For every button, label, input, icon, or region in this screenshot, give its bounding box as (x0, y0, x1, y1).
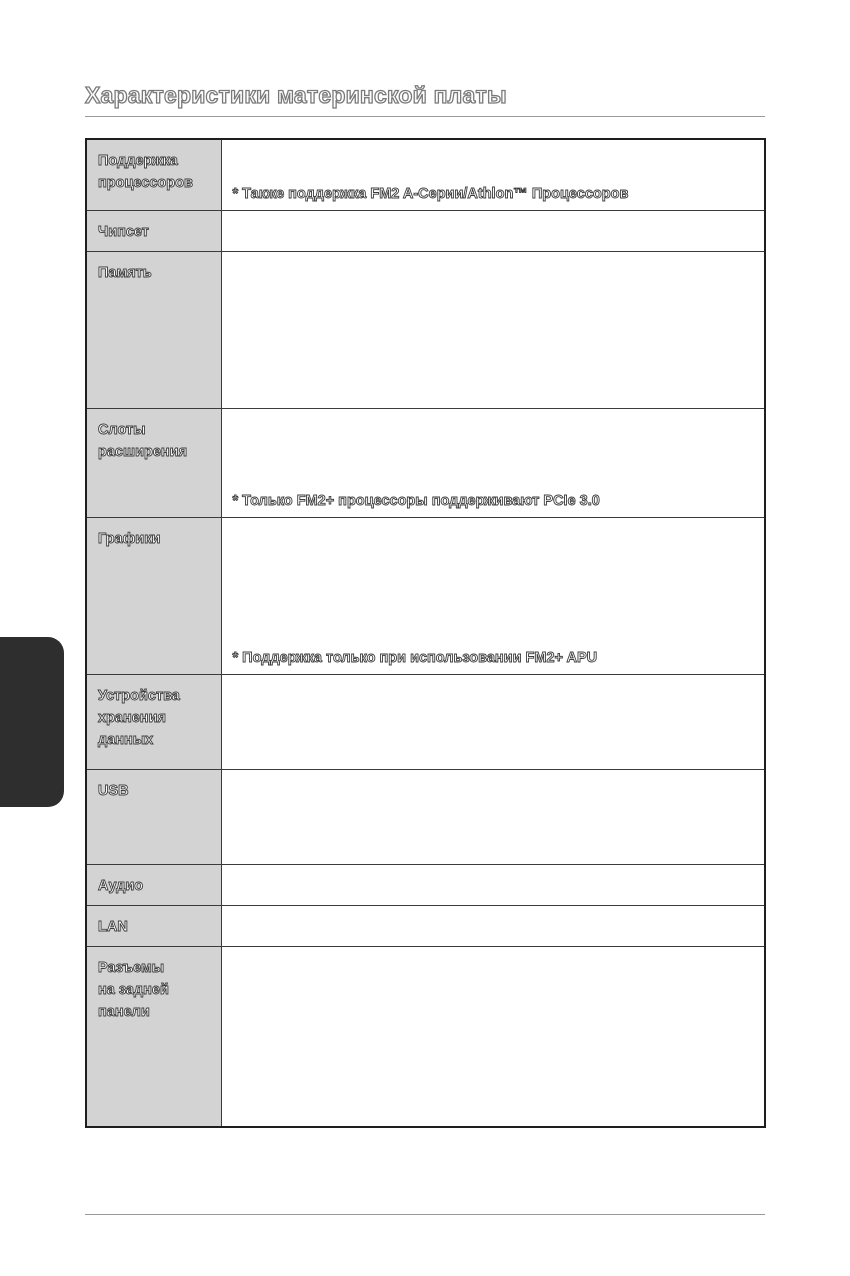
spec-row-audio (86, 864, 765, 905)
spec-label-expansion: Слоты расширения (86, 408, 221, 517)
spec-label-memory: Память (86, 251, 221, 408)
spec-note-cpu: * Также поддержка FM2 A-Серии/Athlon™ Процессоров (232, 185, 629, 202)
chapter-side-tab (0, 637, 64, 807)
spec-row-usb (86, 769, 765, 864)
spec-row-storage (86, 674, 765, 769)
spec-value-chipset (221, 210, 765, 251)
spec-value-graphics (221, 517, 765, 674)
spec-note-graphics: * Поддержка только при использовании FM2+ APU (232, 649, 598, 666)
spec-value-audio (221, 864, 765, 905)
specifications-table (85, 138, 766, 1128)
spec-row-expansion (86, 408, 765, 517)
spec-label-graphics: Графики (86, 517, 221, 674)
spec-label-audio: Аудио (86, 864, 221, 905)
spec-value-memory (221, 251, 765, 408)
spec-value-usb (221, 769, 765, 864)
title-divider (85, 116, 765, 117)
spec-label-usb: USB (86, 769, 221, 864)
spec-label-storage: Устройства хранения данных (86, 674, 221, 769)
spec-label-cpu: Поддержка процессоров (86, 139, 221, 210)
spec-label-chipset: Чипсет (86, 210, 221, 251)
spec-row-memory (86, 251, 765, 408)
footer-divider (85, 1214, 765, 1215)
spec-value-expansion (221, 408, 765, 517)
spec-row-chipset (86, 210, 765, 251)
spec-note-expansion: * Только FM2+ процессоры поддерживают PCIe 3.0 (232, 492, 600, 509)
spec-label-rear-panel: Разъемы на задней панели (86, 946, 221, 1127)
spec-value-cpu (221, 139, 765, 210)
spec-row-rear-panel (86, 946, 765, 1127)
spec-value-lan (221, 905, 765, 946)
spec-row-graphics (86, 517, 765, 674)
spec-label-lan: LAN (86, 905, 221, 946)
spec-value-rear-panel (221, 946, 765, 1127)
page-title: Характеристики материнской платы (85, 82, 507, 108)
spec-row-lan (86, 905, 765, 946)
spec-row-cpu (86, 139, 765, 210)
spec-value-storage (221, 674, 765, 769)
